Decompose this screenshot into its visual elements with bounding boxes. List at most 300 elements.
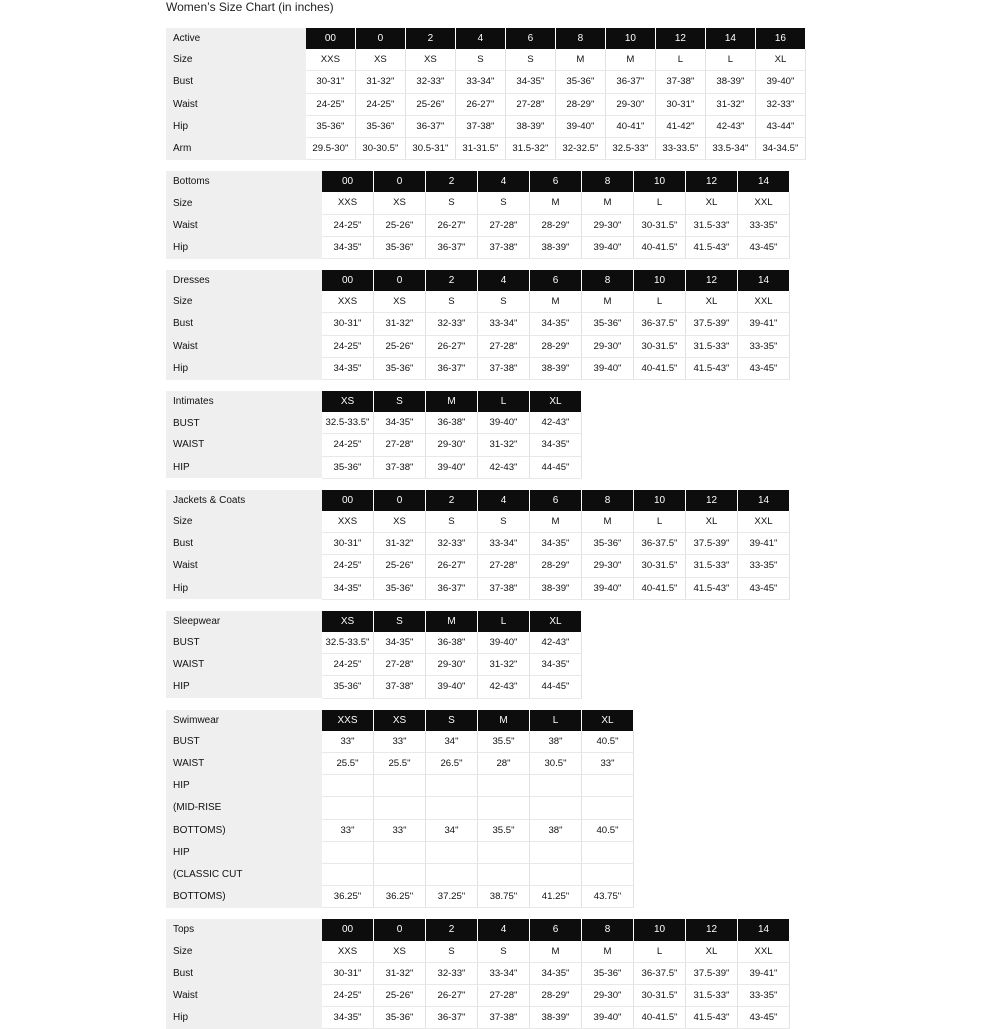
measurement-cell: 39-40": [582, 1007, 634, 1029]
measurement-cell: XXL: [738, 192, 790, 214]
measurement-cell: XL: [686, 291, 738, 313]
size-header: S: [374, 391, 426, 412]
measurement-cell: 43-45": [738, 236, 790, 258]
measurement-cell: 29.5-30": [306, 138, 356, 160]
measurement-cell: 31.5-33": [686, 214, 738, 236]
table-row: [166, 115, 806, 137]
measurement-cell: 34-35": [530, 434, 582, 456]
size-header: 12: [686, 171, 738, 192]
row-label: HIP: [166, 676, 322, 698]
size-header: 16: [755, 28, 805, 49]
row-label: BUST: [166, 412, 322, 434]
measurement-cell: 32-32.5": [555, 138, 605, 160]
measurement-cell: 43-45": [738, 1007, 790, 1029]
measurement-cell: 35-36": [355, 115, 405, 137]
size-header: S: [426, 710, 478, 731]
row-label: Waist: [166, 214, 322, 236]
size-table-swimwear: [166, 710, 806, 909]
measurement-cell: XXS: [322, 192, 374, 214]
table-row: [166, 941, 790, 963]
measurement-cell: 39-40": [426, 676, 478, 698]
row-label: Bust: [166, 533, 322, 555]
measurement-cell: 44-45": [530, 456, 582, 478]
measurement-cell: L: [655, 49, 705, 71]
row-label: HIP: [166, 841, 322, 863]
measurement-cell: L: [634, 291, 686, 313]
measurement-cell: 41.5-43": [686, 577, 738, 599]
measurement-cell: 39-40": [582, 357, 634, 379]
measurement-cell: S: [505, 49, 555, 71]
measurement-cell: 33-34": [478, 533, 530, 555]
measurement-cell: [322, 864, 374, 886]
measurement-cell: 37-38": [478, 1007, 530, 1029]
measurement-cell: M: [530, 511, 582, 533]
measurement-cell: 37.5-39": [686, 962, 738, 984]
measurement-cell: 36.25": [322, 886, 374, 908]
measurement-cell: 29-30": [582, 335, 634, 357]
measurement-cell: 28-29": [530, 555, 582, 577]
measurement-cell: [374, 841, 426, 863]
measurement-cell: M: [582, 192, 634, 214]
measurement-cell: 42-43": [530, 632, 582, 654]
size-header: XL: [530, 391, 582, 412]
category-label: Intimates: [166, 391, 322, 412]
row-label: (MID-RISE: [166, 797, 322, 819]
measurement-cell: 36-37": [426, 577, 478, 599]
measurement-cell: M: [530, 192, 582, 214]
row-label: Size: [166, 511, 322, 533]
measurement-cell: 26-27": [455, 93, 505, 115]
measurement-cell: S: [426, 192, 478, 214]
table-row: [166, 841, 634, 863]
size-header: 6: [505, 28, 555, 49]
measurement-cell: 37-38": [478, 357, 530, 379]
measurement-cell: 33": [322, 819, 374, 841]
size-header: 4: [478, 919, 530, 940]
measurement-cell: 39-40": [555, 115, 605, 137]
size-header: 12: [686, 919, 738, 940]
size-header: 00: [322, 171, 374, 192]
measurement-cell: 33-35": [738, 335, 790, 357]
measurement-cell: 32-33": [426, 313, 478, 335]
size-table: [166, 391, 582, 479]
table-row: [166, 676, 582, 698]
size-header: 4: [478, 171, 530, 192]
measurement-cell: 24-25": [322, 985, 374, 1007]
measurement-cell: 41.5-43": [686, 1007, 738, 1029]
measurement-cell: 38.75": [478, 886, 530, 908]
row-label: WAIST: [166, 654, 322, 676]
row-label: HIP: [166, 456, 322, 478]
size-header: 0: [374, 270, 426, 291]
size-header: 12: [655, 28, 705, 49]
measurement-cell: 31-32": [478, 654, 530, 676]
table-header-row: [166, 270, 790, 291]
size-header: 2: [426, 919, 478, 940]
table-row: [166, 138, 806, 160]
measurement-cell: 36-37": [605, 71, 655, 93]
measurement-cell: 36-37": [405, 115, 455, 137]
measurement-cell: 31.5-33": [686, 555, 738, 577]
measurement-cell: 34-35": [505, 71, 555, 93]
measurement-cell: 28-29": [530, 214, 582, 236]
size-header: M: [426, 391, 478, 412]
size-table: [166, 171, 790, 259]
measurement-cell: S: [426, 941, 478, 963]
measurement-cell: 34-35": [530, 533, 582, 555]
measurement-cell: 36-37": [426, 236, 478, 258]
row-label: Hip: [166, 115, 306, 137]
row-label: WAIST: [166, 753, 322, 775]
measurement-cell: 29-30": [582, 985, 634, 1007]
size-table-tops: [166, 919, 806, 1029]
size-header: XS: [374, 710, 426, 731]
measurement-cell: 39-40": [426, 456, 478, 478]
measurement-cell: 27-28": [478, 335, 530, 357]
size-header: 14: [738, 490, 790, 511]
measurement-cell: [374, 797, 426, 819]
measurement-cell: 43-44": [755, 115, 805, 137]
size-header: 14: [738, 919, 790, 940]
measurement-cell: 35-36": [582, 962, 634, 984]
measurement-cell: 34-35": [374, 632, 426, 654]
measurement-cell: 35-36": [374, 357, 426, 379]
measurement-cell: 36-37.5": [634, 533, 686, 555]
measurement-cell: 33": [322, 731, 374, 753]
measurement-cell: XS: [355, 49, 405, 71]
measurement-cell: 25.5": [322, 753, 374, 775]
measurement-cell: 35-36": [582, 533, 634, 555]
table-row: [166, 456, 582, 478]
measurement-cell: [322, 841, 374, 863]
measurement-cell: 32.5-33": [605, 138, 655, 160]
category-label: Dresses: [166, 270, 322, 291]
measurement-cell: 37.5-39": [686, 533, 738, 555]
measurement-cell: 35-36": [582, 313, 634, 335]
measurement-cell: [530, 797, 582, 819]
measurement-cell: 31.5-32": [505, 138, 555, 160]
row-label: (CLASSIC CUT: [166, 864, 322, 886]
measurement-cell: 32-33": [405, 71, 455, 93]
measurement-cell: 25-26": [374, 555, 426, 577]
measurement-cell: 27-28": [374, 654, 426, 676]
measurement-cell: S: [478, 941, 530, 963]
table-row: [166, 192, 790, 214]
row-label: Bust: [166, 71, 306, 93]
category-label: Swimwear: [166, 710, 322, 731]
size-table: [166, 919, 790, 1029]
category-label: Bottoms: [166, 171, 322, 192]
size-table: [166, 28, 806, 160]
size-header: 6: [530, 919, 582, 940]
table-row: [166, 985, 790, 1007]
size-table-dresses: [166, 270, 806, 380]
measurement-cell: M: [582, 291, 634, 313]
measurement-cell: 34-35": [322, 236, 374, 258]
measurement-cell: 24-25": [322, 214, 374, 236]
measurement-cell: 35-36": [322, 676, 374, 698]
table-row: [166, 357, 790, 379]
size-header: XL: [582, 710, 634, 731]
table-row: [166, 654, 582, 676]
measurement-cell: 37-38": [455, 115, 505, 137]
table-row: [166, 775, 634, 797]
table-row: [166, 819, 634, 841]
measurement-cell: 32-33": [755, 93, 805, 115]
size-header: 12: [686, 490, 738, 511]
measurement-cell: [374, 864, 426, 886]
size-header: 0: [374, 919, 426, 940]
measurement-cell: 30-31": [306, 71, 356, 93]
measurement-cell: 28": [478, 753, 530, 775]
row-label: Hip: [166, 577, 322, 599]
measurement-cell: 31-31.5": [455, 138, 505, 160]
size-header: XS: [322, 391, 374, 412]
table-row: [166, 335, 790, 357]
measurement-cell: 34": [426, 731, 478, 753]
measurement-cell: XL: [686, 192, 738, 214]
category-label: Tops: [166, 919, 322, 940]
table-row: [166, 577, 790, 599]
measurement-cell: 35-36": [374, 577, 426, 599]
measurement-cell: 39-41": [738, 313, 790, 335]
measurement-cell: 26-27": [426, 214, 478, 236]
measurement-cell: 35.5": [478, 731, 530, 753]
table-row: [166, 93, 806, 115]
measurement-cell: 33-35": [738, 555, 790, 577]
measurement-cell: 40.5": [582, 731, 634, 753]
measurement-cell: 30-31.5": [634, 335, 686, 357]
measurement-cell: [582, 864, 634, 886]
measurement-cell: [582, 841, 634, 863]
measurement-cell: 29-30": [582, 555, 634, 577]
size-header: 8: [582, 270, 634, 291]
measurement-cell: 34-34.5": [755, 138, 805, 160]
size-header: XS: [322, 611, 374, 632]
measurement-cell: 25-26": [405, 93, 455, 115]
measurement-cell: 29-30": [426, 434, 478, 456]
measurement-cell: M: [555, 49, 605, 71]
measurement-cell: 42-43": [478, 676, 530, 698]
measurement-cell: 31.5-33": [686, 985, 738, 1007]
measurement-cell: [530, 775, 582, 797]
size-table-jackets-coats: [166, 490, 806, 600]
size-header: 00: [322, 270, 374, 291]
measurement-cell: XXS: [322, 511, 374, 533]
measurement-cell: 25-26": [374, 335, 426, 357]
measurement-cell: 40-41.5": [634, 577, 686, 599]
measurement-cell: 40-41.5": [634, 1007, 686, 1029]
size-header: 0: [355, 28, 405, 49]
table-row: [166, 291, 790, 313]
measurement-cell: 26.5": [426, 753, 478, 775]
measurement-cell: 33-34": [478, 962, 530, 984]
measurement-cell: [426, 797, 478, 819]
size-header: XXS: [322, 710, 374, 731]
size-header: 2: [426, 270, 478, 291]
table-header-row: [166, 490, 790, 511]
table-row: [166, 533, 790, 555]
size-header: 8: [582, 490, 634, 511]
row-label: Size: [166, 192, 322, 214]
size-header: 14: [738, 270, 790, 291]
measurement-cell: 34-35": [530, 654, 582, 676]
table-row: [166, 797, 634, 819]
measurement-cell: 36.25": [374, 886, 426, 908]
measurement-cell: 34-35": [322, 577, 374, 599]
measurement-cell: 33": [374, 819, 426, 841]
measurement-cell: 30-31": [322, 313, 374, 335]
size-table: [166, 490, 790, 600]
measurement-cell: [322, 797, 374, 819]
size-header: 2: [426, 490, 478, 511]
size-header: 4: [478, 270, 530, 291]
measurement-cell: 36-37": [426, 357, 478, 379]
size-header: 8: [582, 919, 634, 940]
size-header: 00: [322, 490, 374, 511]
measurement-cell: M: [605, 49, 655, 71]
measurement-cell: 37-38": [374, 456, 426, 478]
size-header: L: [530, 710, 582, 731]
measurement-cell: 39-40": [755, 71, 805, 93]
size-header: S: [374, 611, 426, 632]
measurement-cell: 24-25": [355, 93, 405, 115]
measurement-cell: [426, 775, 478, 797]
table-row: [166, 313, 790, 335]
row-label: Waist: [166, 555, 322, 577]
measurement-cell: S: [426, 291, 478, 313]
measurement-cell: 31-32": [374, 962, 426, 984]
table-row: [166, 214, 790, 236]
measurement-cell: 42-43": [705, 115, 755, 137]
measurement-cell: 36-37": [426, 1007, 478, 1029]
size-table-active: [166, 28, 806, 160]
measurement-cell: 35-36": [555, 71, 605, 93]
table-header-row: [166, 28, 806, 49]
measurement-cell: 41-42": [655, 115, 705, 137]
measurement-cell: 27-28": [478, 985, 530, 1007]
measurement-cell: [322, 775, 374, 797]
table-row: [166, 864, 634, 886]
row-label: Size: [166, 941, 322, 963]
measurement-cell: XXL: [738, 291, 790, 313]
measurement-cell: L: [634, 511, 686, 533]
size-header: 8: [555, 28, 605, 49]
measurement-cell: XS: [374, 291, 426, 313]
measurement-cell: 39-40": [478, 632, 530, 654]
measurement-cell: 36-38": [426, 632, 478, 654]
measurement-cell: 41.5-43": [686, 357, 738, 379]
measurement-cell: XS: [374, 192, 426, 214]
table-header-row: [166, 710, 634, 731]
measurement-cell: 34-35": [530, 313, 582, 335]
size-table: [166, 710, 634, 909]
measurement-cell: XS: [374, 511, 426, 533]
size-table-sleepwear: [166, 611, 806, 699]
measurement-cell: [426, 864, 478, 886]
measurement-cell: 38": [530, 819, 582, 841]
measurement-cell: 24-25": [322, 335, 374, 357]
size-header: M: [478, 710, 530, 731]
size-table: [166, 270, 790, 380]
measurement-cell: XS: [405, 49, 455, 71]
measurement-cell: 36-37.5": [634, 962, 686, 984]
size-header: 6: [530, 171, 582, 192]
table-row: [166, 49, 806, 71]
measurement-cell: 30-31.5": [634, 985, 686, 1007]
measurement-cell: 33-33.5": [655, 138, 705, 160]
row-label: Hip: [166, 1007, 322, 1029]
measurement-cell: 34-35": [322, 1007, 374, 1029]
measurement-cell: M: [530, 291, 582, 313]
measurement-cell: 33": [374, 731, 426, 753]
size-header: 6: [530, 270, 582, 291]
measurement-cell: 43-45": [738, 357, 790, 379]
measurement-cell: 40-41.5": [634, 357, 686, 379]
measurement-cell: 28-29": [530, 985, 582, 1007]
measurement-cell: S: [455, 49, 505, 71]
measurement-cell: L: [634, 192, 686, 214]
category-label: Active: [166, 28, 306, 49]
measurement-cell: 24-25": [322, 555, 374, 577]
table-row: [166, 434, 582, 456]
measurement-cell: 31-32": [478, 434, 530, 456]
measurement-cell: 33.5-34": [705, 138, 755, 160]
row-label: Bust: [166, 962, 322, 984]
table-header-row: [166, 611, 582, 632]
measurement-cell: 35-36": [374, 236, 426, 258]
measurement-cell: 24-25": [306, 93, 356, 115]
row-label: Size: [166, 291, 322, 313]
row-label: BUST: [166, 731, 322, 753]
measurement-cell: M: [582, 941, 634, 963]
measurement-cell: S: [478, 192, 530, 214]
row-label: Waist: [166, 93, 306, 115]
measurement-cell: 35-36": [374, 1007, 426, 1029]
measurement-cell: 34": [426, 819, 478, 841]
measurement-cell: 37-38": [478, 236, 530, 258]
size-header: 10: [634, 270, 686, 291]
measurement-cell: 35-36": [306, 115, 356, 137]
measurement-cell: 38-39": [530, 577, 582, 599]
row-label: Hip: [166, 357, 322, 379]
measurement-cell: 34-35": [374, 412, 426, 434]
measurement-cell: M: [530, 941, 582, 963]
size-header: 10: [634, 490, 686, 511]
size-header: 2: [426, 171, 478, 192]
measurement-cell: [478, 841, 530, 863]
measurement-cell: [374, 775, 426, 797]
measurement-cell: 24-25": [322, 434, 374, 456]
measurement-cell: [582, 797, 634, 819]
measurement-cell: 30.5-31": [405, 138, 455, 160]
measurement-cell: XXL: [738, 511, 790, 533]
measurement-cell: 32.5-33.5": [322, 632, 374, 654]
measurement-cell: 33-34": [478, 313, 530, 335]
measurement-cell: 30-31.5": [634, 214, 686, 236]
measurement-cell: 44-45": [530, 676, 582, 698]
row-label: Waist: [166, 985, 322, 1007]
measurement-cell: 32.5-33.5": [322, 412, 374, 434]
measurement-cell: 36-38": [426, 412, 478, 434]
row-label: BOTTOMS): [166, 886, 322, 908]
measurement-cell: XXS: [306, 49, 356, 71]
measurement-cell: 29-30": [582, 214, 634, 236]
table-row: [166, 412, 582, 434]
measurement-cell: 38-39": [530, 1007, 582, 1029]
size-header: 00: [306, 28, 356, 49]
category-label: Sleepwear: [166, 611, 322, 632]
